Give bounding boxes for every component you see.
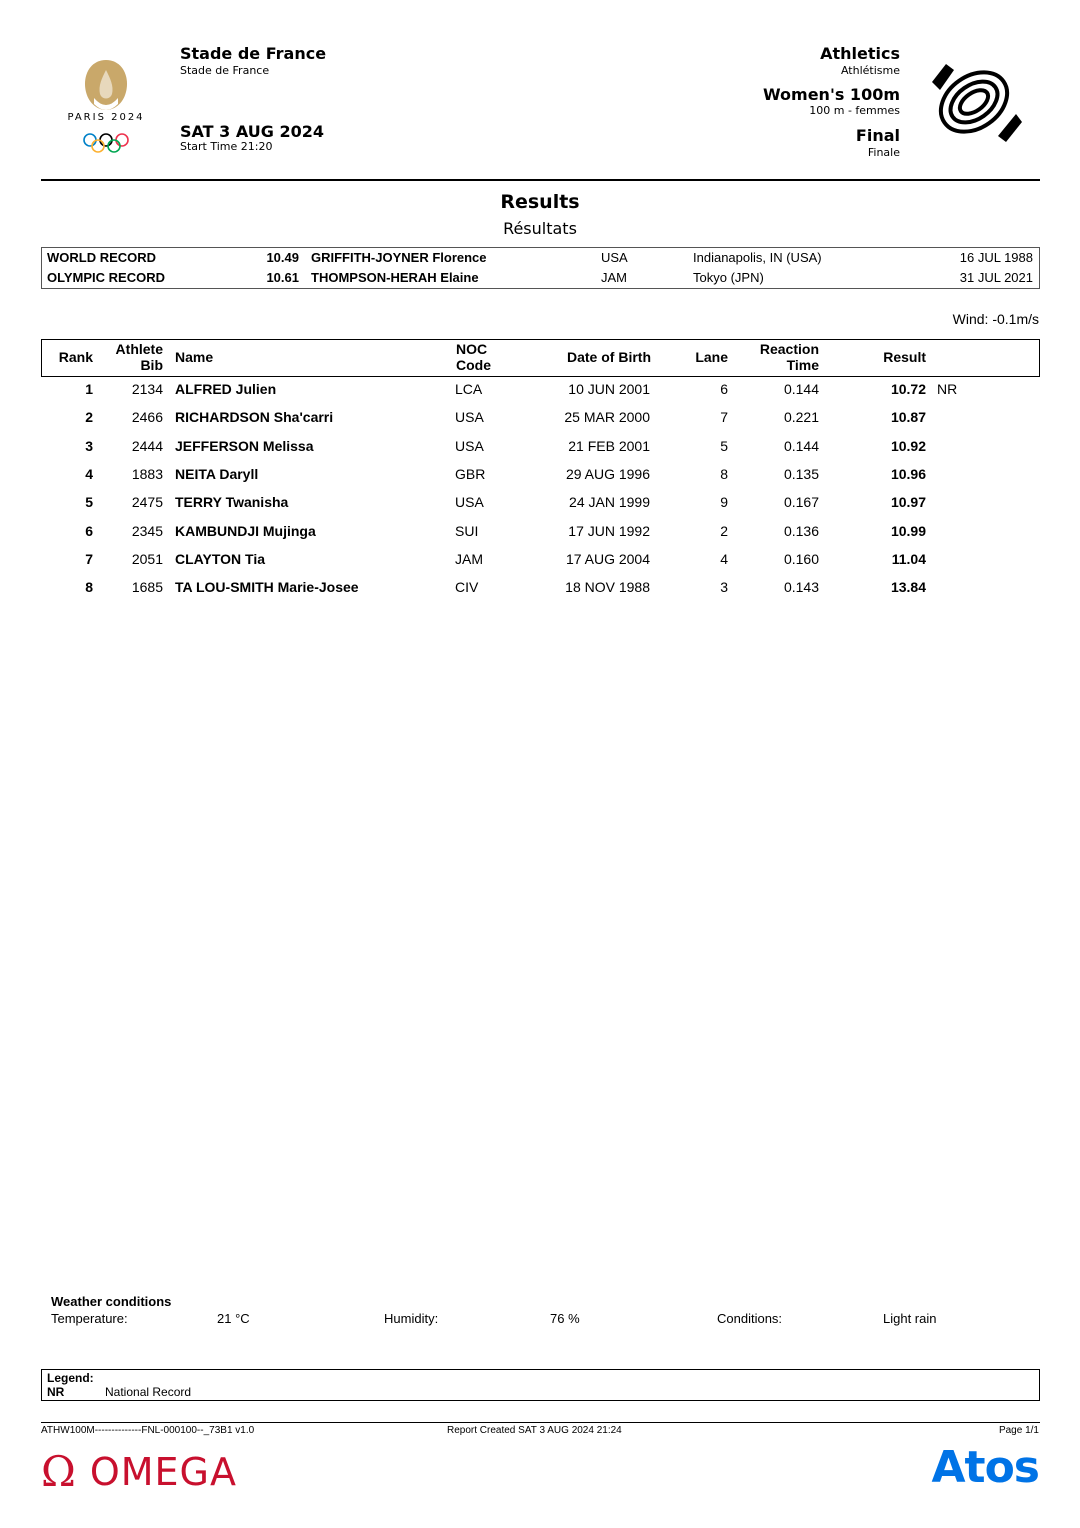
phase: Final: [855, 126, 900, 145]
omega-logo: [41, 1447, 237, 1496]
start-time: Start Time 21:20: [180, 140, 273, 153]
table-row: [41, 573, 1040, 601]
header-divider: [41, 179, 1040, 181]
bib: 1883: [131, 466, 163, 482]
humidity-label: Humidity:: [384, 1311, 439, 1326]
atos-logo: Atos: [931, 1442, 1039, 1493]
world-record-row: [42, 248, 1039, 268]
table-row: [41, 375, 1040, 403]
reaction-time: 0.221: [783, 409, 819, 425]
legend-box: [41, 1369, 1040, 1401]
result: 10.99: [890, 523, 926, 539]
bib: 2134: [131, 381, 163, 397]
omega-wordmark: OMEGA: [89, 1450, 237, 1494]
reaction-time: 0.143: [783, 579, 819, 595]
athletics-pictogram-icon: [924, 56, 1024, 146]
olympic-flame-emblem: [52, 48, 160, 160]
table-row: [41, 403, 1040, 431]
result: 10.92: [890, 438, 926, 454]
temperature-label: Temperature:: [51, 1311, 128, 1326]
wind-reading: Wind: -0.1m/s: [952, 311, 1039, 327]
bib: 2475: [131, 494, 163, 510]
logo-text: PARIS 2024: [67, 112, 145, 123]
reaction-time: 0.160: [783, 551, 819, 567]
report-created: Report Created SAT 3 AUG 2024 21:24: [447, 1425, 622, 1436]
record-label: OLYMPIC RECORD: [47, 270, 165, 285]
table-row: [41, 517, 1040, 545]
bib: 2345: [131, 523, 163, 539]
table-row: [41, 432, 1040, 460]
results-subtitle: Résultats: [503, 219, 577, 238]
col-rt-line1: Reaction: [759, 341, 819, 357]
athlete-name: TA LOU-SMITH Marie-Josee: [175, 579, 359, 595]
lane: 5: [720, 438, 728, 454]
venue-fr: Stade de France: [180, 64, 270, 77]
result: 11.04: [891, 551, 926, 567]
reaction-time: 0.144: [783, 381, 819, 397]
paris-2024-logo: [52, 48, 160, 160]
record-label: WORLD RECORD: [47, 250, 157, 265]
bib: 1685: [131, 579, 163, 595]
dob: 25 MAR 2000: [564, 409, 650, 425]
dob: 18 NOV 1988: [565, 579, 650, 595]
record-note: NR: [937, 381, 958, 397]
dob: 21 FEB 2001: [568, 438, 650, 454]
col-noc-line1: NOC: [456, 341, 488, 357]
event-name-fr: 100 m - femmes: [809, 104, 900, 117]
results-title: Results: [500, 191, 580, 213]
record-time: 10.49: [266, 250, 299, 265]
legend-code: NR: [47, 1385, 65, 1399]
result: 10.96: [890, 466, 926, 482]
rank: 2: [85, 409, 93, 425]
record-noc: USA: [601, 250, 628, 265]
lane: 8: [720, 466, 728, 482]
record-holder: GRIFFITH-JOYNER Florence: [311, 250, 487, 265]
col-result: Result: [883, 349, 926, 365]
dob: 10 JUN 2001: [568, 381, 650, 397]
page-number: Page 1/1: [998, 1425, 1039, 1436]
noc: CIV: [455, 579, 479, 595]
lane: 9: [720, 494, 728, 510]
rank: 6: [85, 523, 93, 539]
record-place: Tokyo (JPN): [693, 270, 764, 285]
col-dob: Date of Birth: [567, 349, 651, 365]
noc: JAM: [455, 551, 483, 567]
record-date: 16 JUL 1988: [959, 250, 1033, 265]
rank: 4: [85, 466, 93, 482]
rank: 7: [85, 551, 93, 567]
athlete-name: JEFFERSON Melissa: [175, 438, 314, 454]
results-table-header: [41, 339, 1040, 377]
record-holder: THOMPSON-HERAH Elaine: [311, 270, 479, 285]
result: 13.84: [890, 579, 926, 595]
bib: 2051: [131, 551, 163, 567]
rank: 3: [85, 438, 93, 454]
table-row: [41, 460, 1040, 488]
bib: 2466: [131, 409, 163, 425]
col-bib-line2: Bib: [140, 357, 163, 373]
humidity-value: 76 %: [550, 1311, 580, 1326]
document-code: ATHW100M--------------FNL-000100--_73B1 v1.0: [41, 1425, 255, 1436]
reaction-time: 0.144: [783, 438, 819, 454]
athlete-name: TERRY Twanisha: [175, 494, 289, 510]
athlete-name: RICHARDSON Sha'carri: [175, 409, 334, 425]
col-name: Name: [175, 349, 214, 365]
reaction-time: 0.167: [783, 494, 819, 510]
col-rt-line2: Time: [786, 357, 819, 373]
col-bib-line1: Athlete: [115, 341, 163, 357]
athlete-name: CLAYTON Tia: [175, 551, 265, 567]
event-date: SAT 3 AUG 2024: [180, 122, 324, 141]
col-lane: Lane: [695, 349, 728, 365]
dob: 24 JAN 1999: [569, 494, 650, 510]
result: 10.72: [890, 381, 926, 397]
rank: 1: [85, 381, 93, 397]
lane: 2: [720, 523, 728, 539]
table-row: [41, 488, 1040, 516]
dob: 17 JUN 1992: [568, 523, 650, 539]
temperature-value: 21 °C: [217, 1311, 250, 1326]
weather-title: Weather conditions: [51, 1294, 172, 1309]
col-rank: Rank: [58, 349, 93, 365]
sport-fr: Athlétisme: [840, 64, 900, 77]
reaction-time: 0.135: [783, 466, 819, 482]
venue: Stade de France: [180, 44, 327, 63]
record-noc: JAM: [601, 270, 627, 285]
record-place: Indianapolis, IN (USA): [693, 250, 822, 265]
omega-symbol-icon: Ω: [41, 1447, 76, 1496]
athlete-name: ALFRED Julien: [175, 381, 277, 397]
bib: 2444: [131, 438, 163, 454]
lane: 6: [720, 381, 728, 397]
dob: 29 AUG 1996: [565, 466, 650, 482]
record-time: 10.61: [266, 270, 299, 285]
legend-meaning: National Record: [105, 1385, 192, 1399]
conditions-value: Light rain: [883, 1311, 937, 1326]
lane: 4: [720, 551, 728, 567]
sport: Athletics: [820, 44, 900, 63]
noc: LCA: [455, 381, 483, 397]
conditions-label: Conditions:: [717, 1311, 783, 1326]
noc: SUI: [455, 523, 479, 539]
table-row: [41, 545, 1040, 573]
noc: GBR: [455, 466, 486, 482]
lane: 3: [720, 579, 728, 595]
col-noc-line2: Code: [456, 357, 491, 373]
noc: USA: [455, 409, 484, 425]
result: 10.97: [890, 494, 926, 510]
dob: 17 AUG 2004: [565, 551, 650, 567]
noc: USA: [455, 494, 484, 510]
lane: 7: [720, 409, 728, 425]
event-name: Women's 100m: [762, 85, 900, 104]
athlete-name: KAMBUNDJI Mujinga: [175, 523, 316, 539]
record-date: 31 JUL 2021: [959, 270, 1033, 285]
rank: 5: [85, 494, 93, 510]
reaction-time: 0.136: [783, 523, 819, 539]
rank: 8: [85, 579, 93, 595]
athlete-name: NEITA Daryll: [175, 466, 259, 482]
noc: USA: [455, 438, 484, 454]
records-box: [41, 247, 1040, 289]
legend-title: Legend:: [47, 1371, 94, 1385]
result: 10.87: [890, 409, 926, 425]
olympic-record-row: [42, 268, 1039, 288]
phase-fr: Finale: [867, 146, 900, 159]
footer-divider: [41, 1422, 1040, 1423]
